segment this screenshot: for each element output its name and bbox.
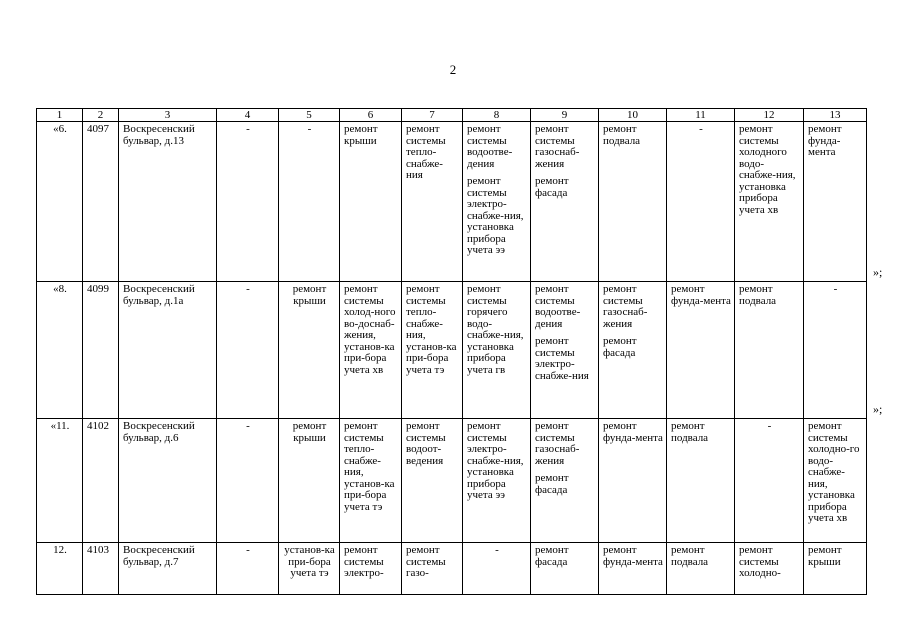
page-number: 2 xyxy=(449,62,457,77)
work-item: ремонт системы тепло-снабже-ния, установ-ка при-бора учета тэ xyxy=(344,420,395,513)
work-item: ремонт системы электро-снабже-ния xyxy=(535,335,589,382)
work-item: ремонт системы тепло-снабже-ния, установ-ка при-бора учета тэ xyxy=(406,283,457,376)
work-item: ремонт фасада xyxy=(535,175,569,199)
work-cell-c7 xyxy=(402,543,463,595)
work-item: ремонт подвала xyxy=(603,123,641,147)
work-cell-c6 xyxy=(340,419,402,543)
work-cell-c13 xyxy=(804,419,867,543)
row-number-cell: 12. xyxy=(37,543,83,595)
work-cell-c5: ремонт крыши xyxy=(279,419,340,543)
work-cell-c13 xyxy=(804,543,867,595)
work-item: - xyxy=(495,544,499,556)
work-cell-c9 xyxy=(531,122,599,282)
work-cell-c4: - xyxy=(217,282,279,419)
work-cell-c11 xyxy=(667,282,735,419)
building-code-cell: 4102 xyxy=(83,419,119,543)
table-row xyxy=(37,543,867,595)
work-cell-c13 xyxy=(804,282,867,419)
row-number-cell: «11. xyxy=(37,419,83,543)
address-cell: Воскресенский бульвар, д.6 xyxy=(119,419,217,543)
work-cell-c4: - xyxy=(217,543,279,595)
column-number: 11 xyxy=(667,109,735,122)
work-item: - xyxy=(699,123,703,135)
column-number: 7 xyxy=(402,109,463,122)
work-cell-c6 xyxy=(340,122,402,282)
work-cell-c5: установ-ка при-бора учета тэ xyxy=(279,543,340,595)
work-item: - xyxy=(833,283,838,295)
work-cell-c7 xyxy=(402,419,463,543)
work-cell-c12 xyxy=(735,282,804,419)
work-cell-c5: - xyxy=(279,122,340,282)
work-cell-c13 xyxy=(804,122,867,282)
building-code-cell: 4103 xyxy=(83,543,119,595)
work-cell-c11 xyxy=(667,419,735,543)
column-number: 13 xyxy=(804,109,867,122)
column-number: 5 xyxy=(279,109,340,122)
work-item: ремонт системы электро-снабже-ния, установка прибора учета ээ xyxy=(467,175,524,256)
address-cell: Воскресенский бульвар, д.7 xyxy=(119,543,217,595)
work-cell-c4: - xyxy=(217,419,279,543)
work-item: ремонт подвала xyxy=(671,420,709,444)
row-closing-quote: »; xyxy=(873,401,883,416)
work-item: ремонт фасада xyxy=(535,544,569,568)
work-item: ремонт системы газоснаб-жения xyxy=(603,283,648,330)
work-cell-c8 xyxy=(463,122,531,282)
work-item: ремонт подвала xyxy=(739,283,777,307)
work-cell-c9 xyxy=(531,419,599,543)
work-item: ремонт системы холод-ного во-доснаб-жения, установ-ка при-бора учета хв xyxy=(344,283,396,376)
work-item: - xyxy=(767,420,772,432)
column-number: 8 xyxy=(463,109,531,122)
work-item: ремонт системы тепло-снабже-ния xyxy=(406,123,446,181)
work-item: ремонт системы электро-снабже-ния, установка прибора учета ээ xyxy=(467,420,524,501)
work-item: ремонт системы газо- xyxy=(406,544,446,579)
work-cell-c10 xyxy=(599,122,667,282)
work-cell-c10 xyxy=(599,419,667,543)
address-cell: Воскресенский бульвар, д.13 xyxy=(119,122,217,282)
work-cell-c11 xyxy=(667,543,735,595)
work-cell-c7 xyxy=(402,282,463,419)
work-item: ремонт системы водоот-ведения xyxy=(406,420,446,467)
work-cell-c12 xyxy=(735,419,804,543)
row-number-cell: «6. xyxy=(37,122,83,282)
table-row xyxy=(37,419,867,543)
work-cell-c12 xyxy=(735,122,804,282)
column-number: 1 xyxy=(37,109,83,122)
work-item: ремонт системы горячего водо-снабже-ния, установка прибора учета гв xyxy=(467,283,524,376)
building-code-cell: 4099 xyxy=(83,282,119,419)
work-item: ремонт системы газоснаб-жения xyxy=(535,420,580,467)
repair-schedule-table xyxy=(36,108,867,595)
work-item: ремонт системы водоотве-дения xyxy=(467,123,513,170)
work-item: ремонт системы водоотве-дения xyxy=(535,283,581,330)
work-cell-c9 xyxy=(531,543,599,595)
work-item: ремонт крыши xyxy=(808,544,842,568)
work-cell-c4: - xyxy=(217,122,279,282)
building-code-cell: 4097 xyxy=(83,122,119,282)
work-item: ремонт фасада xyxy=(603,335,637,359)
row-closing-quote: »; xyxy=(873,264,883,279)
work-cell-c6 xyxy=(340,543,402,595)
column-number: 2 xyxy=(83,109,119,122)
work-cell-c12 xyxy=(735,543,804,595)
work-item: ремонт системы холодно-го водо-снабже-ния, установка прибора учета хв xyxy=(808,420,860,524)
work-item: ремонт системы электро- xyxy=(344,544,384,579)
work-cell-c8 xyxy=(463,419,531,543)
work-item: ремонт системы газоснаб-жения xyxy=(535,123,580,170)
work-item: ремонт системы холодного водо-снабже-ния, установка прибора учета хв xyxy=(739,123,796,216)
column-number-row xyxy=(37,109,867,122)
work-item: ремонт фунда-мента xyxy=(671,283,731,307)
work-item: ремонт фунда-мента xyxy=(603,420,663,444)
work-item: ремонт подвала xyxy=(671,544,709,568)
work-cell-c7 xyxy=(402,122,463,282)
work-cell-c8 xyxy=(463,543,531,595)
column-number: 3 xyxy=(119,109,217,122)
column-number: 9 xyxy=(531,109,599,122)
work-cell-c5: ремонт крыши xyxy=(279,282,340,419)
work-cell-c8 xyxy=(463,282,531,419)
work-item: ремонт фасада xyxy=(535,472,569,496)
column-number: 12 xyxy=(735,109,804,122)
column-number: 10 xyxy=(599,109,667,122)
column-number: 4 xyxy=(217,109,279,122)
work-item: ремонт фунда-мента xyxy=(603,544,663,568)
row-number-cell: «8. xyxy=(37,282,83,419)
work-cell-c6 xyxy=(340,282,402,419)
work-item: ремонт системы холодно- xyxy=(739,544,781,579)
work-item: ремонт крыши xyxy=(344,123,378,147)
table-row xyxy=(37,122,867,282)
column-number: 6 xyxy=(340,109,402,122)
address-cell: Воскресенский бульвар, д.1а xyxy=(119,282,217,419)
work-cell-c11 xyxy=(667,122,735,282)
work-item: ремонт фунда-мента xyxy=(808,123,842,158)
work-cell-c10 xyxy=(599,282,667,419)
work-cell-c10 xyxy=(599,543,667,595)
work-cell-c9 xyxy=(531,282,599,419)
table-row xyxy=(37,282,867,419)
